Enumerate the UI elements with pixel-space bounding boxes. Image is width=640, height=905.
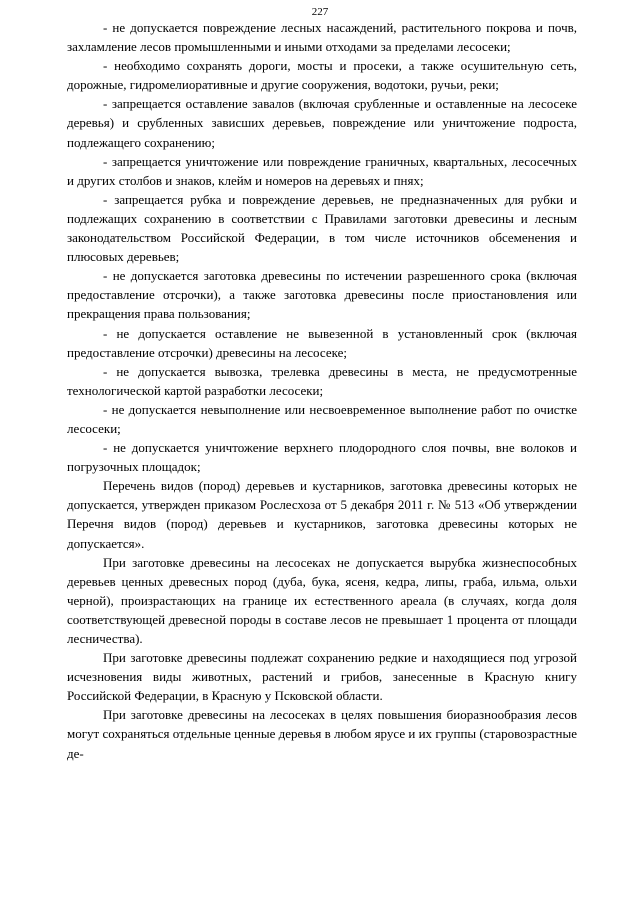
paragraph-14: При заготовке древесины на лесосеках в целях повышения биоразнообразия лесов могут сохраняться отдельные ценные деревья в любом ярусе и их группы (старовозрастные де- xyxy=(67,707,577,761)
page-number: 227 xyxy=(311,6,329,18)
paragraph-7: - не допускается оставление не вывезенной в установленный срок (включая предоставление отсрочки) древесины на лесосеке; xyxy=(67,325,577,360)
paragraph-9: - не допускается невыполнение или несвоевременное выполнение работ по очистке лесосеки; xyxy=(67,401,577,436)
paragraph-12: При заготовке древесины на лесосеках не допускается вырубка жизнеспособных деревьев ценных древесных пород (дуба, бука, ясеня, кедра, липы, граба, ильма, ольхи черной), произрастающих на границе их естественного ареала (в случаях, когда доля соответствующей древесной породы в составе лесов не превышает 1 процента от площади лесничества). xyxy=(67,554,577,646)
paragraph-13: При заготовке древесины подлежат сохранению редкие и находящиеся под угрозой исчезновения виды животных, растений и грибов, занесенные в Красную книгу Российской Федерации, в Красную у Псковской области. xyxy=(67,650,577,704)
paragraph-4: - запрещается уничтожение или повреждение граничных, квартальных, лесосечных и других столбов и знаков, клейм и номеров на деревьях и пнях; xyxy=(67,153,577,188)
paragraph-2: - необходимо сохранять дороги, мосты и просеки, а также осушительную сеть, дорожные, гидромелиоративные и другие сооружения, водотоки, ручьи, реки; xyxy=(67,58,577,93)
paragraph-8: - не допускается вывозка, трелевка древесины в места, не предусмотренные технологической картой разработки лесосеки; xyxy=(67,363,577,398)
paragraph-11: Перечень видов (пород) деревьев и кустарников, заготовка древесины которых не допускается, утвержден приказом Рослесхоза от 5 декабря 2011 г. № 513 «Об утверждении Перечня видов (пород) деревьев и кустарников, заготовка древесины которых не допускается». xyxy=(67,478,577,551)
paragraph-5: - запрещается рубка и повреждение деревьев, не предназначенных для рубки и подлежащих сохранению в соответствии с Правилами заготовки древесины и лесным законодательством Российской Федерации, в том числе источников обсеменения и плюсовых деревьев; xyxy=(67,191,577,265)
paragraph-1: - не допускается повреждение лесных насаждений, растительного покрова и почв, захламление лесов промышленными и иными отходами за пределами лесосеки; xyxy=(67,20,577,55)
paragraph-6: - не допускается заготовка древесины по истечении разрешенного срока (включая предоставление отсрочки), а также заготовка древесины после приостановления или прекращения права пользования; xyxy=(67,268,577,322)
text-body xyxy=(67,18,577,763)
paragraph-10: - не допускается уничтожение верхнего плодородного слоя почвы, вне волоков и погрузочных площадок; xyxy=(67,440,577,475)
paragraph-3: - запрещается оставление завалов (включая срубленные и оставленные на лесосеке деревья) и срубленных зависших деревьев, повреждение или уничтожение подроста, подлежащего сохранению; xyxy=(67,96,577,150)
